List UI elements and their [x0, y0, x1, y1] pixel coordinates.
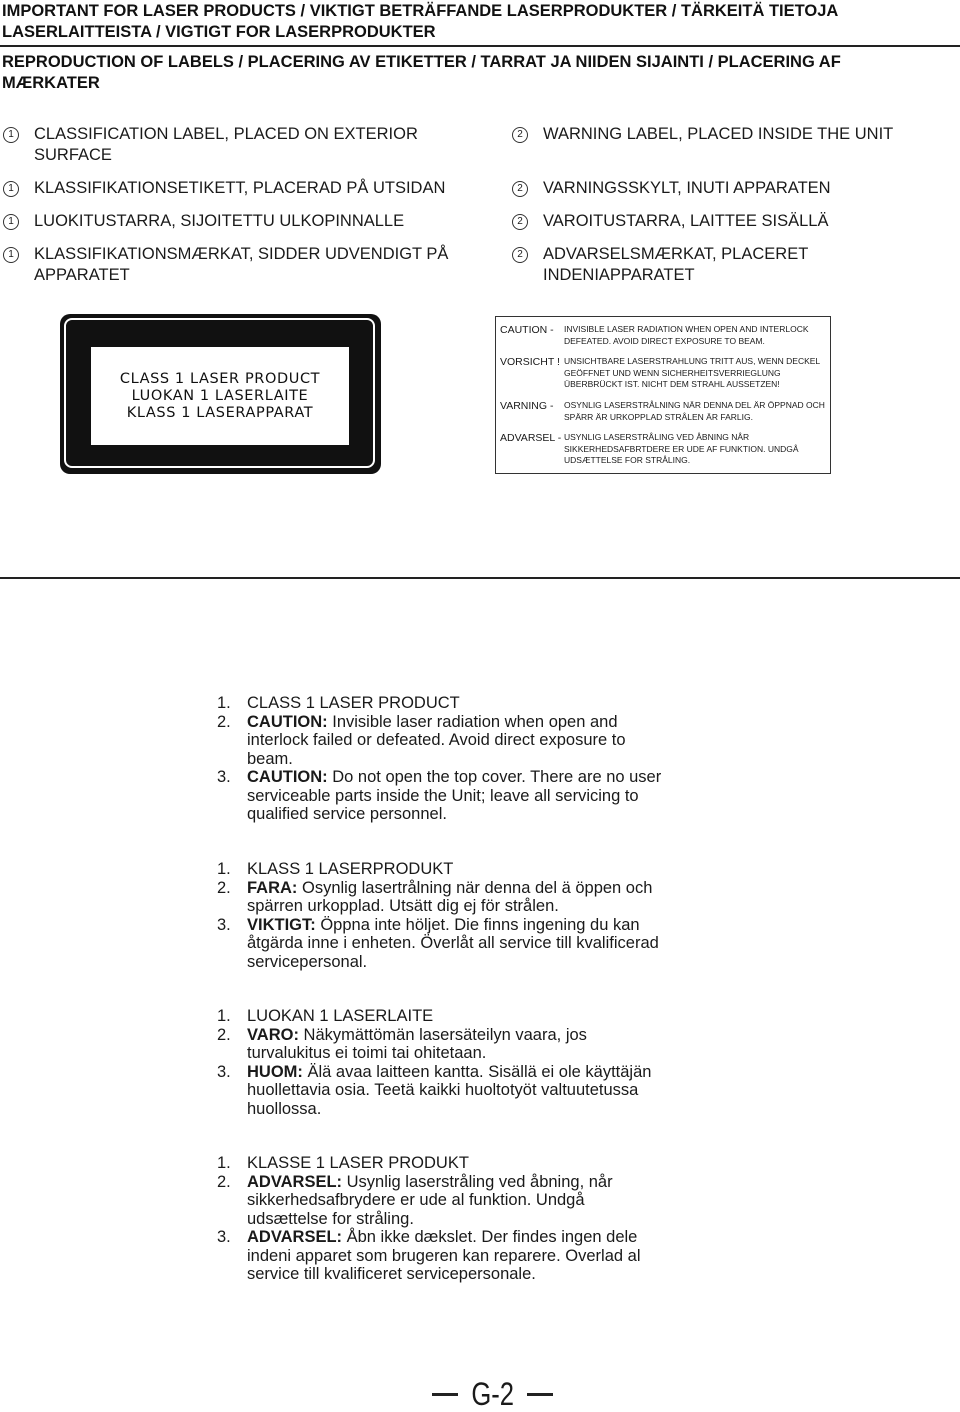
heading-line: REPRODUCTION OF LABELS / PLACERING AV ETIKETTER / TARRAT JA NIIDEN SIJAINTI / PLACERING AF [2, 53, 841, 71]
classification-label-text-panel [91, 347, 349, 445]
list-item [217, 768, 697, 824]
dash-left [432, 1393, 458, 1396]
circled-number-icon: 2 [512, 127, 528, 143]
list-item [217, 1063, 697, 1119]
list-bold: CAUTION: [247, 712, 328, 731]
list-item [217, 1228, 697, 1284]
list-item [217, 879, 697, 916]
list-swedish [217, 860, 697, 971]
list-item [217, 1154, 697, 1173]
warning-row [500, 356, 826, 391]
circled-number-icon: 1 [3, 127, 19, 143]
list-bold: ADVARSEL: [247, 1172, 343, 1191]
circled-number-icon: 1 [3, 214, 19, 230]
warning-text: UNSICHTBARE LASERSTRAHLUNG TRITT AUS, WENN DECKEL GEÖFFNET UND WENN SICHERHEITSVERRIEGLUNG ÜBERBRÜCKT IST. NICHT DEM STRAHL AUSSETZEN! [564, 356, 820, 389]
list-bold: FARA: [247, 878, 298, 897]
dash-right [527, 1393, 553, 1396]
label-list-text: CLASSIFICATION LABEL, PLACED ON EXTERIOR SURFACE [34, 125, 418, 164]
list-text: Näkymättömän lasersäteilyn vaara, jos turvalukitus ei toimi tai ohitetaan. [247, 1025, 587, 1062]
label-list-item [3, 124, 483, 166]
divider [0, 577, 960, 579]
list-item [217, 713, 697, 769]
list-number: 3. [217, 1062, 231, 1081]
label-list-text: WARNING LABEL, PLACED INSIDE THE UNIT [543, 125, 894, 143]
heading-line: LASERLAITTEISTA / VIGTIGT FOR LASERPRODUKTER [2, 23, 436, 41]
list-item [217, 916, 697, 972]
list-text: KLASS 1 LASERPRODUKT [247, 860, 454, 878]
label-list-text: KLASSIFIKATIONSMÆRKAT, SIDDER UDVENDIGT PÅ APPARATET [34, 245, 449, 284]
label-list-item [3, 244, 483, 286]
list-number: 1. [217, 694, 231, 712]
label-list-text: LUOKITUSTARRA, SIJOITETTU ULKOPINNALLE [34, 212, 405, 230]
list-number: 2. [217, 1025, 231, 1044]
list-text: CLASS 1 LASER PRODUCT [247, 694, 460, 712]
list-text: Öppna inte höljet. Die finns ingening du kan åtgärda inne i enheten. Överlåt all service till kvalificerad servicepersonal. [247, 915, 659, 971]
divider [0, 45, 960, 47]
list-bold: HUOM: [247, 1062, 303, 1081]
page-number-text: G-2 [471, 1376, 515, 1412]
list-number: 2. [217, 712, 231, 731]
list-number: 2. [217, 1172, 231, 1191]
list-number: 2. [217, 878, 231, 897]
list-number: 3. [217, 915, 231, 934]
warning-key: VORSICHT ! [500, 356, 560, 368]
classification-label-line: LUOKAN 1 LASERLAITE [131, 387, 309, 404]
warning-key: VARNING - [500, 400, 554, 412]
list-text: Åbn ikke dækslet. Der findes ingen dele indeni apparet som brugeren kan reparere. Overlad al service till kvalificeret servicepersonale. [247, 1228, 641, 1283]
list-number: 3. [217, 1228, 231, 1246]
list-english [217, 694, 697, 824]
list-bold: VIKTIGT: [247, 915, 316, 934]
warning-text: OSYNLIG LASERSTRÅLNING NÄR DENNA DEL ÄR ÖPPNAD OCH SPÄRR ÄR URKOPPLAD STRÅLEN ÄR FARLIG. [564, 400, 825, 422]
label-list-item [3, 178, 483, 199]
label-list-text: KLASSIFIKATIONSETIKETT, PLACERAD PÅ UTSIDAN [34, 179, 446, 197]
list-text: Do not open the top cover. There are no user serviceable parts inside the Unit; leave all servicing to qualified service personnel. [247, 768, 662, 823]
circled-number-icon: 1 [3, 181, 19, 197]
circled-number-icon: 1 [3, 247, 19, 263]
list-item [217, 1173, 697, 1229]
label-list-text: VARNINGSSKYLT, INUTI APPARATEN [543, 179, 831, 197]
list-number: 3. [217, 768, 231, 786]
label-list-item [512, 211, 952, 232]
list-text: Osynlig lasertrålning när denna del ä öppen och spärren urkopplad. Utsätt dig ej för strålen. [247, 878, 653, 915]
warning-row [500, 432, 826, 467]
heading-reproduction-of-labels [2, 52, 841, 94]
warning-row [500, 400, 826, 423]
list-number: 1. [217, 1154, 231, 1172]
list-finnish [217, 1007, 697, 1118]
list-danish [217, 1154, 697, 1284]
list-number: 1. [217, 1007, 231, 1025]
heading-line: MÆRKATER [2, 74, 100, 92]
list-text: Usynlig laserstråling ved åbning, når sikkerhedsafbrydere er ude al funktion. Undgå udsættelse for stråling. [247, 1172, 613, 1228]
label-list-item [3, 211, 483, 232]
circled-number-icon: 2 [512, 247, 528, 263]
label-list-item [512, 124, 952, 145]
classification-label-line: CLASS 1 LASER PRODUCT [119, 370, 321, 387]
list-text: Invisible laser radiation when open and interlock failed or defeated. Avoid direct exposure to beam. [247, 712, 626, 768]
circled-number-icon: 2 [512, 214, 528, 230]
list-text: KLASSE 1 LASER PRODUKT [247, 1154, 469, 1172]
heading-line: IMPORTANT FOR LASER PRODUCTS / VIKTIGT BETRÄFFANDE LASERPRODUKTER / TÄRKEITÄ TIETOJA [2, 2, 839, 20]
list-bold: CAUTION: [247, 768, 328, 786]
list-item [217, 1026, 697, 1063]
warning-key: ADVARSEL - [500, 432, 562, 444]
list-text: Älä avaa laitteen kantta. Sisällä ei ole käyttäjän huollettavia osia. Teetä kaikki huoltotyöt valtuutetussa huollossa. [247, 1062, 652, 1118]
label-list-text: VAROITUSTARRA, LAITTEE SISÄLLÄ [543, 212, 829, 230]
list-text: LUOKAN 1 LASERLAITE [247, 1007, 434, 1025]
list-bold: ADVARSEL: [247, 1228, 343, 1246]
warning-row [500, 324, 826, 347]
label-list-text: ADVARSELSMÆRKAT, PLACERET INDENIAPPARATET [543, 245, 808, 284]
list-number: 1. [217, 860, 231, 878]
warning-label [495, 316, 831, 474]
label-list-item [512, 244, 952, 286]
warning-text: INVISIBLE LASER RADIATION WHEN OPEN AND INTERLOCK DEFEATED. AVOID DIRECT EXPOSURE TO BEAM. [564, 324, 809, 346]
list-item [217, 694, 697, 713]
warning-text: USYNLIG LASERSTRÅLING VED ÅBNING NÅR SIKKERHEDSAFBRTDERE ER UDE AF FUNKTION. UNDGÅ UDSÆTTELSE FOR STRÅLING. [564, 432, 799, 465]
list-item [217, 860, 697, 879]
classification-label-line: KLASS 1 LASERAPPARAT [126, 404, 314, 421]
page-number [432, 1376, 553, 1412]
heading-laser-products [2, 1, 838, 43]
list-item [217, 1007, 697, 1026]
list-bold: VARO: [247, 1025, 299, 1044]
warning-key: CAUTION - [500, 324, 554, 336]
label-list-item [512, 178, 952, 199]
circled-number-icon: 2 [512, 181, 528, 197]
